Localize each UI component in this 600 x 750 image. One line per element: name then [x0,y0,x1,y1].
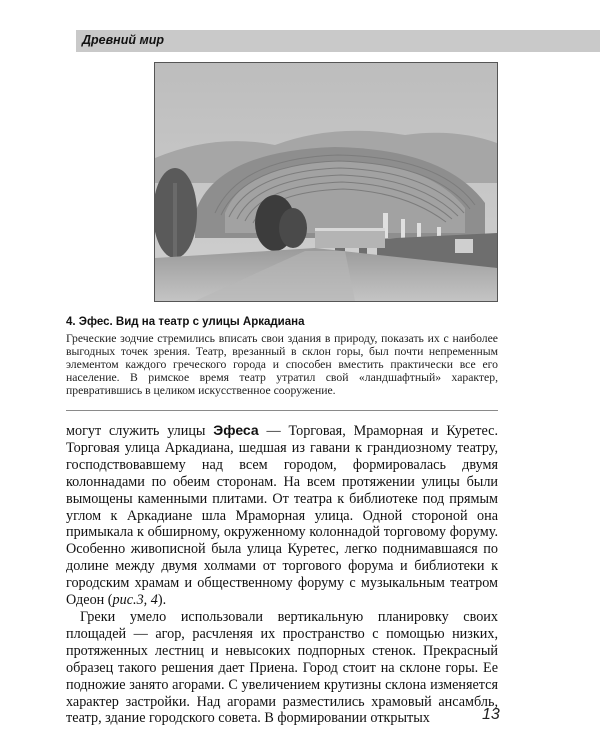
paragraph-1-start: могут служить улицы [66,423,214,439]
page-number: 13 [482,706,500,723]
figure-reference: рис.3, 4 [112,592,158,609]
main-text [66,422,498,727]
figure-caption-text: Греческие зодчие стремились вписать свои здания в природу, показать их с наиболее выгодных точек зрения. Театр, врезанный в склон горы, был почти непременным элементом каждого греческого города и способен вместить практически все его население. В римское время театр утратил свой «ландшафтный» характер, превратившись в целиком искусственное сооружение. [66,332,498,397]
figure-caption-title: 4. Эфес. Вид на театр с улицы Аркадиана [66,316,305,328]
running-header-title: Древний мир [82,33,164,47]
paragraph-1 [66,422,498,609]
amphitheatre-photo [154,62,498,302]
amphitheatre-photo-icon [155,63,497,301]
paragraph-2: Греки умело использовали вертикальную планировку своих площадей — агор, расчленяя их пространство с помощью низких, протяженных лестниц и невысоких подпорных стенок. Прекрасный образец такого решения дает Приена. Город стоит на склоне горы. Ее подножие занято агорами. С увеличением крутизны склона изменяется характер застройки. Над агорами разместились храмовый ансамбль, театр, здание городского совета. В формировании открытых [66,608,498,727]
paragraph-1-main: — Торговая, Мраморная и Куретес. Торговая улица Аркадиана, шедшая из гавани к грандиозному театру, господствовавшему над всем городом, формировалась двумя колоннадами по обеим сторонам. На всем протяжении улицы были вымощены каменными плитами. От театра к библиотеке под прямым углом к Аркадиане шла Мраморная улица. Одной стороной она примыкала к обширному, окруженному колоннадой торговому форуму. Особенно живописной была улица Куретес, легко поднимавшаяся по долине между двумя холмами от торгового форума и библиотеки к городским храмам и общественному форуму с музыкальным театром Одеон ( [66,423,498,609]
paragraph-1-end: ). [157,592,167,609]
divider-line [66,410,498,411]
ephesus-emphasis: Эфеса [213,422,259,438]
